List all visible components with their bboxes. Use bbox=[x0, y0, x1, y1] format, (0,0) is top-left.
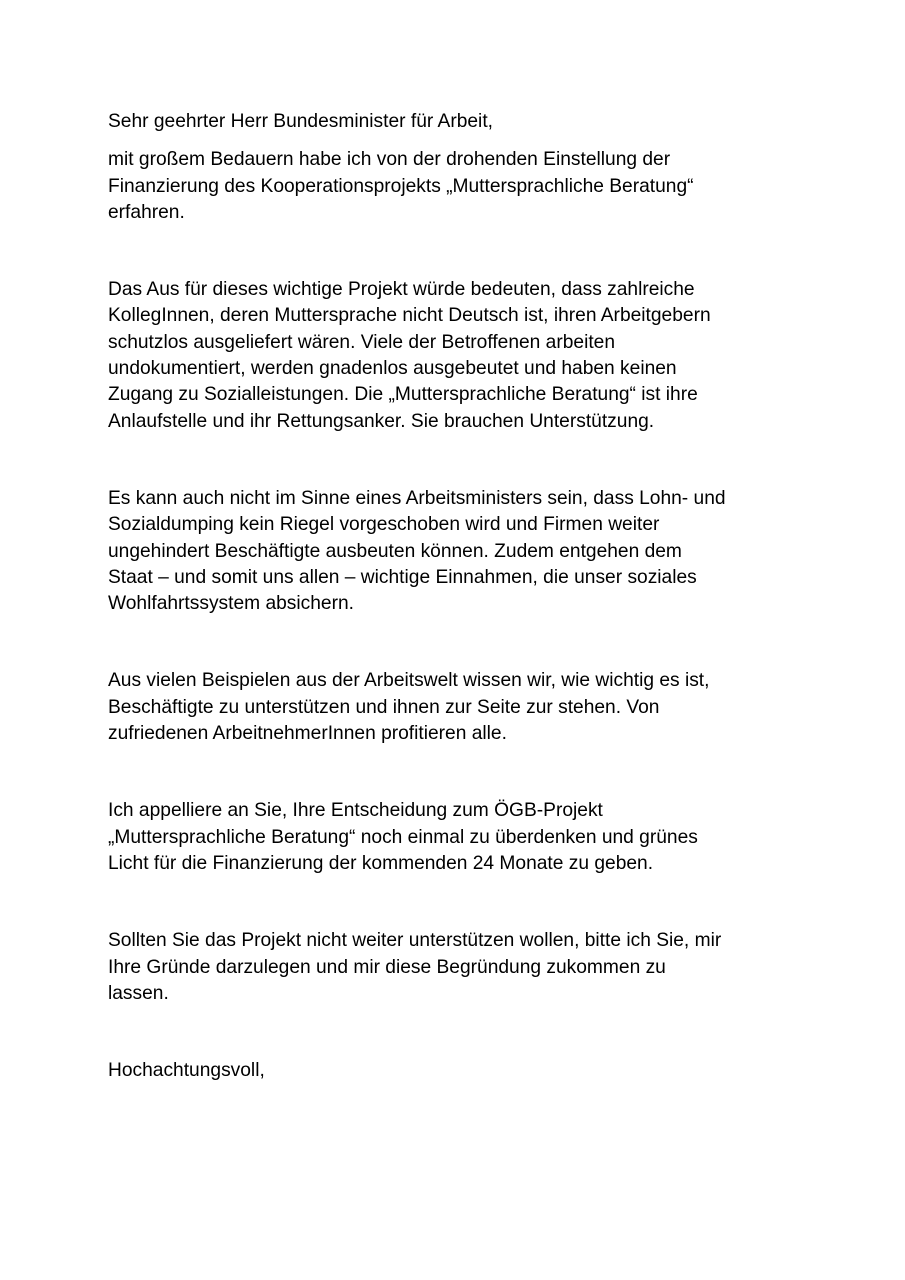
paragraph-line: Licht für die Finanzierung der kommenden 24 Monate zu geben. bbox=[108, 852, 654, 874]
paragraph-line: schutzlos ausgeliefert wären. Viele der Betroffenen arbeiten bbox=[108, 331, 616, 353]
paragraph-line: lassen. bbox=[108, 982, 169, 1004]
paragraph-6 bbox=[108, 928, 808, 1007]
paragraph-line: Ich appelliere an Sie, Ihre Entscheidung zum ÖGB-Projekt bbox=[108, 800, 603, 822]
paragraph-line: Wohlfahrtssystem absichern. bbox=[108, 593, 354, 615]
paragraph-line: erfahren. bbox=[108, 201, 185, 223]
paragraph-line: Finanzierung des Kooperationsprojekts „Muttersprachliche Beratung“ bbox=[108, 175, 694, 197]
paragraph-line: Ihre Gründe darzulegen und mir diese Begründung zukommen zu bbox=[108, 956, 666, 978]
closing bbox=[108, 1058, 808, 1084]
paragraph-line: mit großem Bedauern habe ich von der drohenden Einstellung der bbox=[108, 149, 671, 171]
paragraph-line: KollegInnen, deren Muttersprache nicht Deutsch ist, ihren Arbeitgebern bbox=[108, 305, 711, 327]
salutation bbox=[108, 109, 808, 135]
paragraph-line: Es kann auch nicht im Sinne eines Arbeitsministers sein, dass Lohn- und bbox=[108, 487, 726, 509]
paragraph-line: zufriedenen ArbeitnehmerInnen profitieren alle. bbox=[108, 723, 507, 745]
paragraph-1 bbox=[108, 147, 808, 226]
paragraph-line: Anlaufstelle und ihr Rettungsanker. Sie brauchen Unterstützung. bbox=[108, 410, 655, 432]
paragraph-line: Sollten Sie das Projekt nicht weiter unterstützen wollen, bitte ich Sie, mir bbox=[108, 930, 722, 952]
paragraph-line: ungehindert Beschäftigte ausbeuten können. Zudem entgehen dem bbox=[108, 540, 682, 562]
paragraph-line: Aus vielen Beispielen aus der Arbeitswelt wissen wir, wie wichtig es ist, bbox=[108, 670, 710, 692]
salutation-line: Sehr geehrter Herr Bundesminister für Arbeit, bbox=[108, 111, 493, 132]
paragraph-line: Sozialdumping kein Riegel vorgeschoben wird und Firmen weiter bbox=[108, 514, 660, 536]
closing-line: Hochachtungsvoll, bbox=[108, 1060, 265, 1082]
paragraph-3 bbox=[108, 486, 808, 617]
paragraph-2 bbox=[108, 277, 808, 435]
paragraph-line: Das Aus für dieses wichtige Projekt würde bedeuten, dass zahlreiche bbox=[108, 279, 695, 301]
paragraph-line: Zugang zu Sozialleistungen. Die „Muttersprachliche Beratung“ ist ihre bbox=[108, 384, 698, 406]
letter-body bbox=[108, 109, 808, 1084]
paragraph-5 bbox=[108, 798, 808, 877]
paragraph-4 bbox=[108, 668, 808, 747]
paragraph-line: „Muttersprachliche Beratung“ noch einmal zu überdenken und grünes bbox=[108, 826, 698, 848]
paragraph-line: Beschäftigte zu unterstützen und ihnen zur Seite zur stehen. Von bbox=[108, 696, 660, 718]
paragraph-line: undokumentiert, werden gnadenlos ausgebeutet und haben keinen bbox=[108, 358, 677, 380]
paragraph-line: Staat – und somit uns allen – wichtige Einnahmen, die unser soziales bbox=[108, 566, 697, 588]
